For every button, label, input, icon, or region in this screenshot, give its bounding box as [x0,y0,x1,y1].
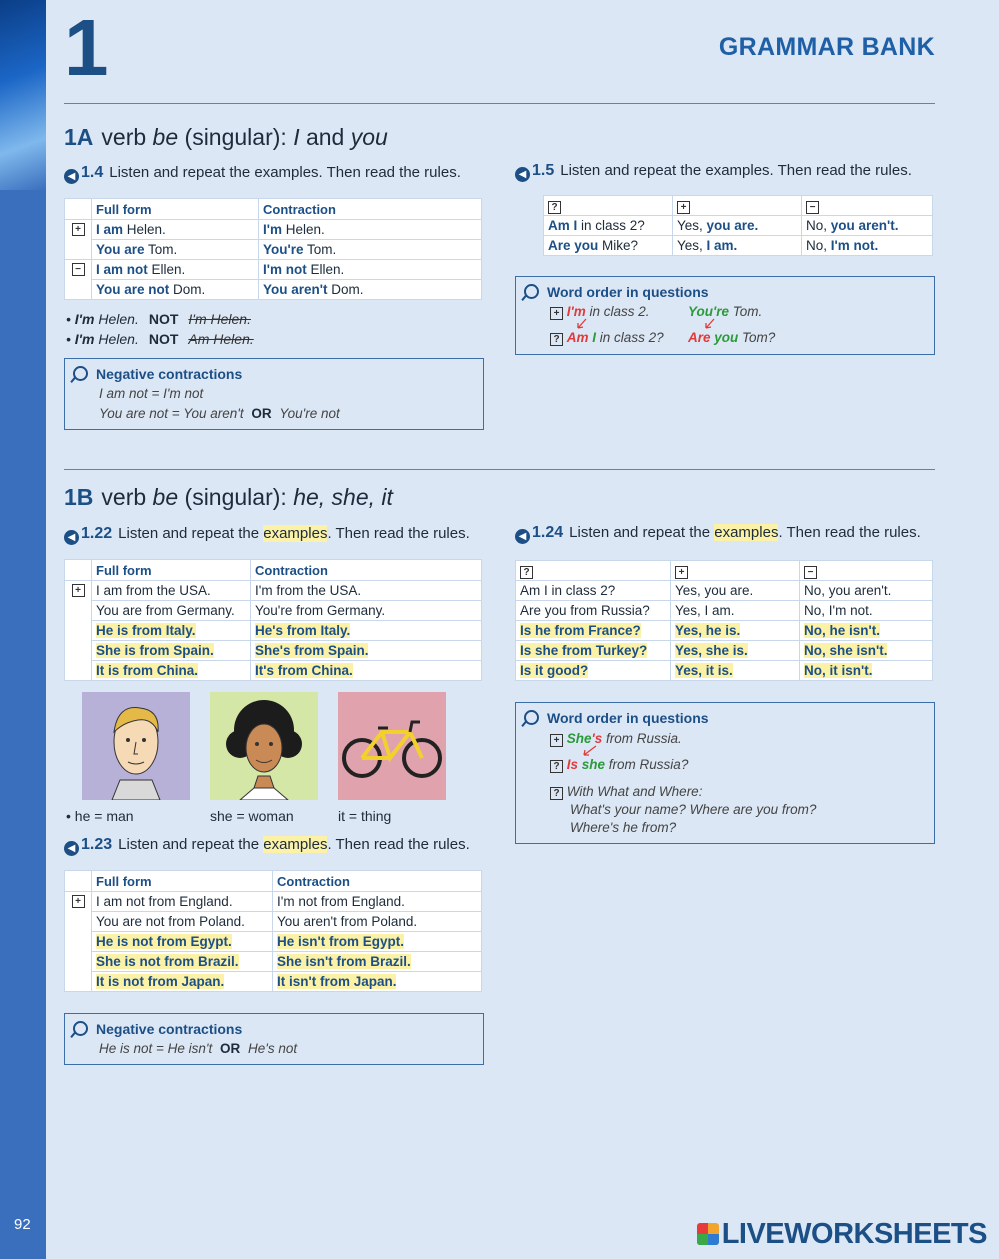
divider [64,103,935,104]
speaker-icon: ◀ [64,530,79,545]
plus-icon: + [550,734,563,747]
rule-line: • I'm Helen. NOT Am Helen. [66,331,254,347]
man-illustration [82,692,190,800]
table-1a-questions: ? + − Am I in class 2? Yes, you are. No, you aren't. Are you Mike? Yes, I am. No, I'm not. [543,195,933,256]
swap-arrow-icon [700,317,720,331]
speaker-icon: ◀ [64,169,79,184]
woman-illustration [210,692,318,800]
section-1a-title: 1A verb be (singular): I and you [64,124,388,150]
speaker-icon: ◀ [64,841,79,856]
caption-it: it = thing [338,808,392,824]
minus-icon: − [804,566,817,579]
audio-1-24[interactable]: ◀ 1.24 Listen and repeat the examples. Then read the rules. [515,524,921,544]
caption-she: she = woman [210,808,294,824]
table-1b-positive: Full form Contraction + I am from the USA. I'm from the USA. You are from Germany. You're from Germany. He is from Italy. He's from Italy. She is from Spain. She's from Spain. It is from China. It's from China. [64,559,482,681]
minus-icon: − [72,263,85,276]
rule-line: • I'm Helen. NOT I'm Helen. [66,311,251,327]
audio-1-23[interactable]: ◀ 1.23 Listen and repeat the examples. Then read the rules. [64,836,470,856]
question-icon: ? [548,201,561,214]
bicycle-illustration [338,692,446,800]
word-order-box-1a: Word order in questions + I'm in class 2. You're Tom. ? Am I in class 2? Are you Tom? [515,276,935,355]
magnifier-icon [524,710,539,725]
magnifier-icon [73,366,88,381]
plus-icon: + [72,895,85,908]
plus-icon: + [550,307,563,320]
minus-icon: − [806,201,819,214]
word-order-box-1b: Word order in questions + She's from Russia. ? Is she from Russia? ? With What and Where: What's your name? Where are you from? Where's he from? [515,702,935,844]
divider [64,469,935,470]
plus-icon: + [677,201,690,214]
plus-icon: + [72,223,85,236]
plus-icon: + [675,566,688,579]
swap-arrow-icon [572,317,592,331]
audio-1-4[interactable]: ◀ 1.4 Listen and repeat the examples. Then read the rules. [64,164,461,184]
table-1b-questions: ? + − Am I in class 2? Yes, you are. No, you aren't. Are you from Russia? Yes, I am. No, I'm not. Is he from France? Yes, he is. No, he isn't. Is she from Turkey? Yes, she is. No, she isn't. Is it good? Yes, it is. No, it isn't. [515,560,933,681]
swap-arrow-icon [578,744,602,758]
table-1b-negative: Full form Contraction + I am not from England. I'm not from England. You are not from Poland. You aren't from Poland. He is not from Egypt. He isn't from Egypt. She is not from Brazil. She isn't from Brazil. It is not from Japan. It isn't from Japan. [64,870,482,992]
page-number: 92 [14,1216,31,1233]
unit-number: 1 [64,3,109,92]
page-sidebar [0,0,46,1259]
audio-1-5[interactable]: ◀ 1.5 Listen and repeat the examples. Then read the rules. [515,162,912,182]
section-heading: GRAMMAR BANK [718,33,935,61]
magnifier-icon [73,1021,88,1036]
liveworksheets-logo[interactable]: LIVEWORKSHEETS [697,1218,987,1251]
section-1b-title: 1B verb be (singular): he, she, it [64,484,393,510]
sidebar-stripe [0,0,46,190]
negative-contractions-box-1b: Negative contractions He is not = He isn't OR He's not [64,1013,484,1065]
magnifier-icon [524,284,539,299]
question-icon: ? [550,787,563,800]
table-1a-forms: Full form Contraction + I am Helen. I'm Helen. You are Tom. You're Tom. − I am not Ellen. I'm not Ellen. You are not Dom. You aren't Dom. [64,198,482,300]
caption-he: • he = man [66,808,134,824]
logo-icon [697,1223,719,1245]
audio-1-22[interactable]: ◀ 1.22 Listen and repeat the examples. Then read the rules. [64,525,470,545]
question-icon: ? [520,566,533,579]
question-icon: ? [550,760,563,773]
speaker-icon: ◀ [515,529,530,544]
plus-icon: + [72,584,85,597]
speaker-icon: ◀ [515,167,530,182]
negative-contractions-box-1a: Negative contractions I am not = I'm not You are not = You aren't OR You're not [64,358,484,430]
question-icon: ? [550,333,563,346]
